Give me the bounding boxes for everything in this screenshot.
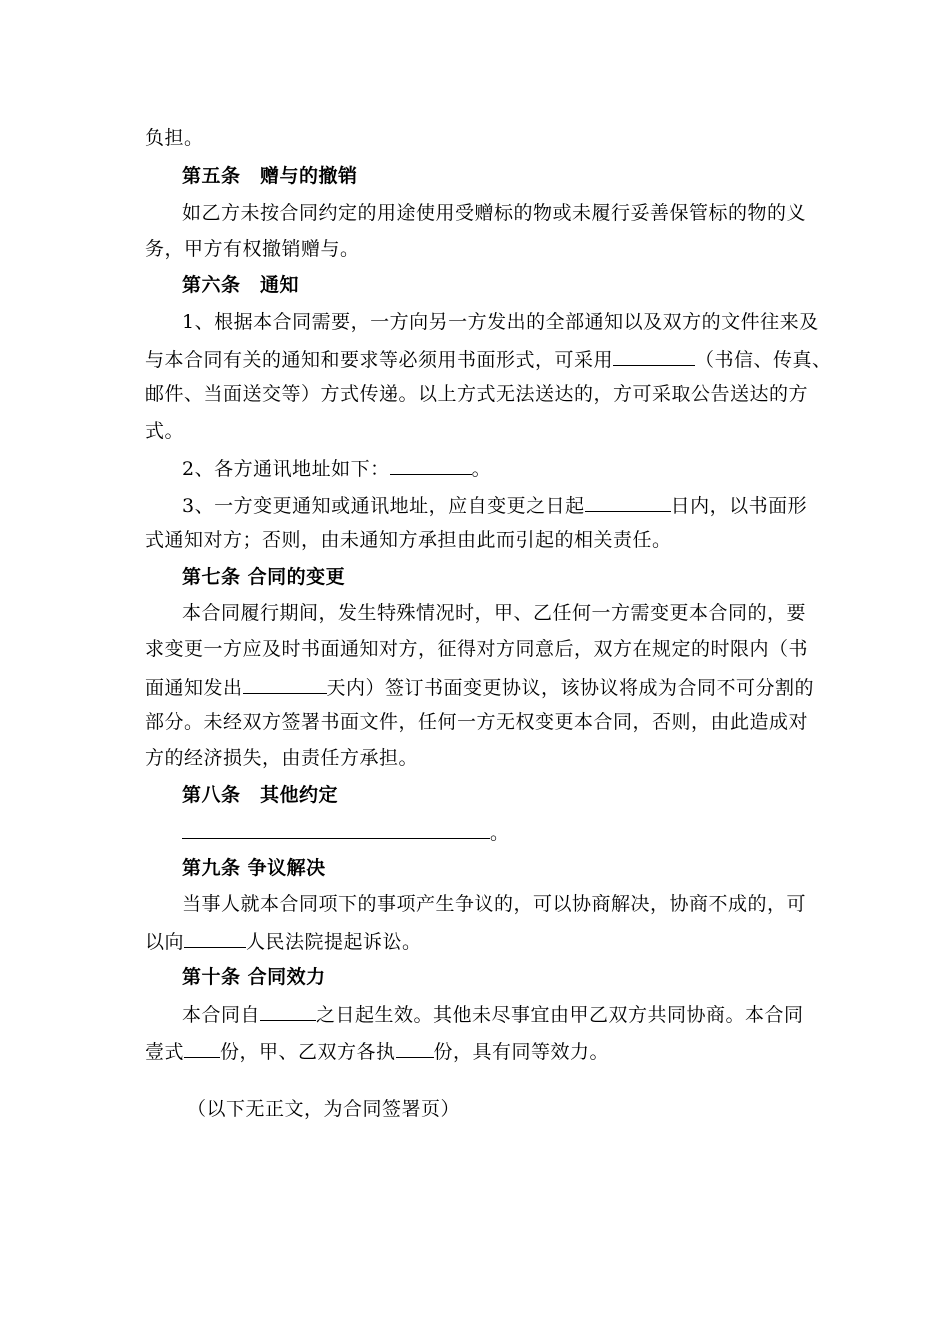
paragraph-line: 部分。未经双方签署书面文件，任何一方无权变更本合同，否则，由此造成对 xyxy=(145,711,809,733)
paragraph-line: 求变更一方应及时书面通知对方，征得对方同意后，双方在规定的时限内（书 xyxy=(145,638,809,660)
fill-in-blank[interactable] xyxy=(260,1001,316,1021)
fill-in-blank[interactable] xyxy=(390,455,472,475)
fill-in-blank[interactable] xyxy=(184,1038,220,1058)
article-9-heading: 第九条 争议解决 xyxy=(182,857,326,879)
paragraph-line: 1、根据本合同需要，一方向另一方发出的全部通知以及双方的文件往来及 xyxy=(182,311,819,333)
article-7-heading: 第七条 合同的变更 xyxy=(182,566,346,588)
paragraph-line: 负担。 xyxy=(145,127,204,149)
paragraph-line: 面通知发出 天内）签订书面变更协议，该协议将成为合同不可分割的 xyxy=(145,674,814,700)
paragraph-line: 本合同自 之日起生效。其他未尽事宜由甲乙双方共同协商。本合同 xyxy=(182,1001,804,1027)
paragraph-line: 当事人就本合同项下的事项产生争议的，可以协商解决，协商不成的，可 xyxy=(182,893,807,915)
article-6-heading: 第六条 通知 xyxy=(182,274,300,296)
paragraph-line: 方的经济损失，由责任方承担。 xyxy=(145,747,419,769)
paragraph-line: 3、一方变更通知或通讯地址，应自变更之日起 日内，以书面形 xyxy=(182,492,807,518)
fill-in-blank[interactable] xyxy=(585,492,671,512)
fill-in-blank[interactable] xyxy=(182,819,490,839)
fill-in-blank[interactable] xyxy=(613,346,695,366)
paragraph-line: 式通知对方；否则，由未通知方承担由此而引起的相关责任。 xyxy=(145,529,672,551)
article-10-heading: 第十条 合同效力 xyxy=(182,966,326,988)
paragraph-line: 邮件、当面送交等）方式传递。以上方式无法送达的，方可采取公告送达的方 xyxy=(145,383,809,405)
article-5-heading: 第五条 赠与的撤销 xyxy=(182,165,358,187)
fill-in-blank[interactable] xyxy=(243,674,327,694)
paragraph-line: 以向 人民法院提起诉讼。 xyxy=(145,928,422,954)
paragraph-line: 。 xyxy=(182,819,510,845)
paragraph-line: 与本合同有关的通知和要求等必须用书面形式，可采用 （书信、传真、 xyxy=(145,346,832,372)
paragraph-line: 务，甲方有权撤销赠与。 xyxy=(145,238,360,260)
fill-in-blank[interactable] xyxy=(184,928,246,948)
paragraph-line: 2、各方通讯地址如下： 。 xyxy=(182,455,491,481)
paragraph-line: 本合同履行期间，发生特殊情况时，甲、乙任何一方需变更本合同的，要 xyxy=(182,602,807,624)
fill-in-blank[interactable] xyxy=(396,1038,434,1058)
paragraph-line: 如乙方未按合同约定的用途使用受赠标的物或未履行妥善保管标的物的义 xyxy=(182,202,807,224)
paragraph-line: 式。 xyxy=(145,420,185,442)
end-note: （以下无正文，为合同签署页） xyxy=(187,1098,461,1120)
article-8-heading: 第八条 其他约定 xyxy=(182,784,339,806)
paragraph-line: 壹式 份，甲、乙双方各执 份，具有同等效力。 xyxy=(145,1038,609,1064)
